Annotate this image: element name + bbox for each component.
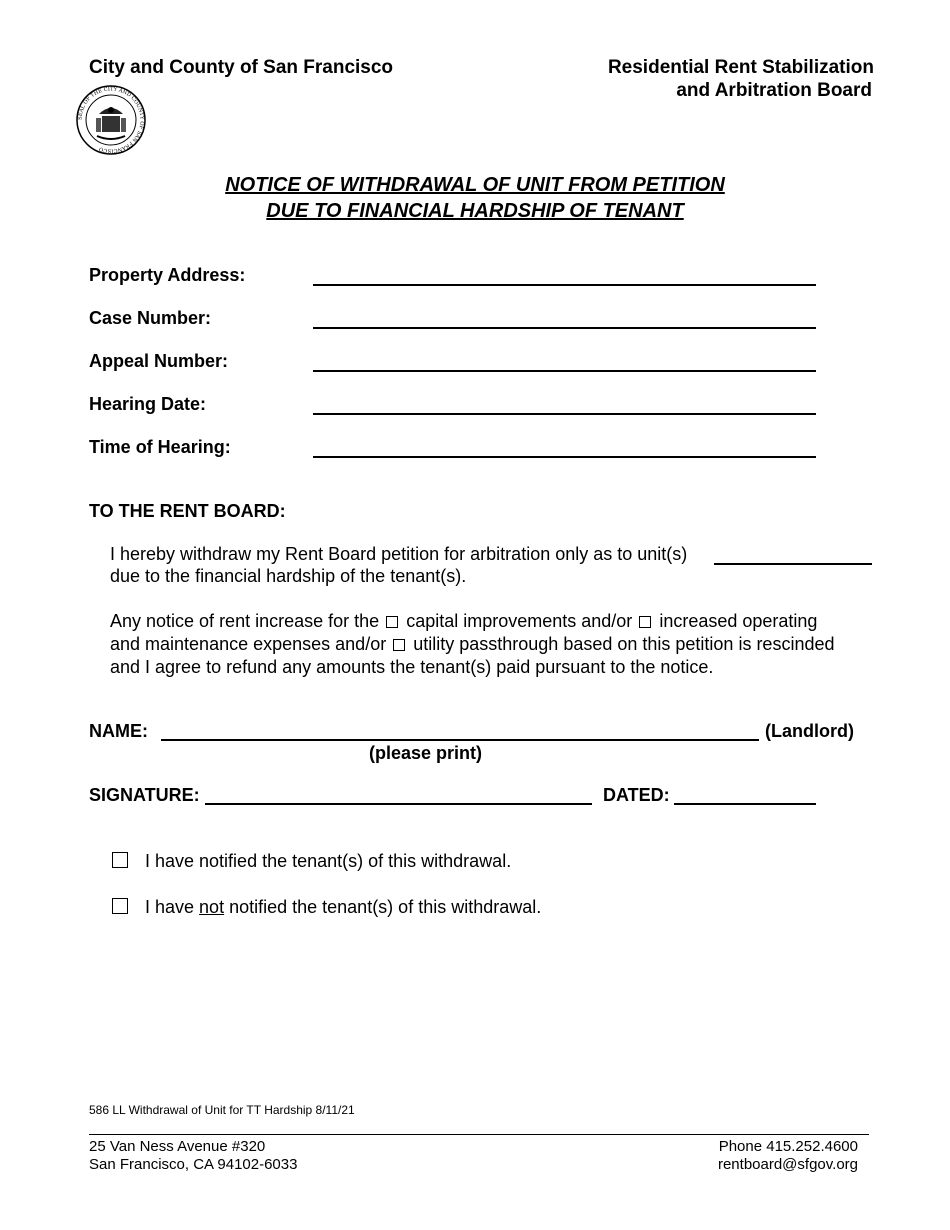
agency-name: City and County of San Francisco: [89, 57, 394, 78]
not-notified-pre: I have: [145, 897, 200, 917]
footer-address-line1: 25 Van Ness Avenue #320: [89, 1138, 266, 1155]
not-emphasis: not: [199, 897, 225, 917]
not-notified-post: notified the tenant(s) of this withdrawal.: [224, 897, 542, 917]
board-name: [608, 56, 874, 102]
signature-label: SIGNATURE:: [89, 785, 200, 805]
not-notified-label: [145, 896, 541, 919]
footer-address-line2: San Francisco, CA 94102-6033: [89, 1156, 298, 1173]
footer-address: [89, 1138, 297, 1174]
increased-operating-checkbox[interactable]: [639, 616, 651, 628]
salutation: TO THE RENT BOARD:: [89, 501, 286, 521]
time-of-hearing-field[interactable]: [313, 456, 816, 458]
appeal-number-label: Appeal Number:: [89, 351, 229, 371]
hearing-date-field[interactable]: [313, 413, 816, 415]
notice-text-e: utility passthrough based on this petition is rescinded: [413, 634, 835, 654]
title-line2: DUE TO FINANCIAL HARDSHIP OF TENANT: [266, 200, 684, 222]
not-notified-checkbox[interactable]: [112, 898, 128, 914]
footer-phone: Phone 415.252.4600: [718, 1138, 858, 1155]
date-field[interactable]: [674, 803, 816, 805]
footer-divider: [89, 1134, 869, 1135]
dated-label: DATED:: [603, 785, 670, 805]
name-field[interactable]: [161, 739, 759, 741]
notice-text-b: capital improvements and/or: [406, 611, 633, 631]
seal-text: SEAL OF THE CITY AND COUNTY OF SAN FRANCISCO: [77, 86, 145, 154]
footer-contact: [718, 1138, 858, 1174]
notice-text-a: Any notice of rent increase for the: [110, 611, 380, 631]
unit-field[interactable]: [714, 563, 872, 565]
notice-paragraph-line3: and I agree to refund any amounts the tenant(s) paid pursuant to the notice.: [110, 657, 714, 677]
please-print-label: (please print): [369, 743, 483, 763]
form-title: [0, 172, 950, 224]
signature-field[interactable]: [205, 803, 592, 805]
board-name-line1: Residential Rent Stabilization: [607, 57, 874, 78]
time-of-hearing-label: Time of Hearing:: [89, 437, 231, 457]
notice-text-d: and maintenance expenses and/or: [110, 634, 387, 654]
landlord-label: (Landlord): [765, 721, 854, 741]
notice-paragraph-line2: [110, 633, 835, 656]
capital-improvements-checkbox[interactable]: [386, 616, 398, 628]
notice-paragraph-line1: [110, 610, 817, 633]
footer-email[interactable]: rentboard@sfgov.org: [717, 1156, 858, 1173]
notified-checkbox[interactable]: [112, 852, 128, 868]
notified-label: I have notified the tenant(s) of this withdrawal.: [145, 851, 512, 871]
withdraw-paragraph-line1: I hereby withdraw my Rent Board petition for arbitration only as to unit(s): [110, 544, 688, 564]
title-line1: NOTICE OF WITHDRAWAL OF UNIT FROM PETITION: [225, 174, 725, 196]
form-id: 586 LL Withdrawal of Unit for TT Hardship 8/11/21: [89, 1103, 355, 1117]
case-number-label: Case Number:: [89, 308, 212, 328]
property-address-label: Property Address:: [89, 265, 246, 285]
name-label: NAME:: [89, 721, 148, 741]
appeal-number-field[interactable]: [313, 370, 816, 372]
case-number-field[interactable]: [313, 327, 816, 329]
withdraw-paragraph-line2: due to the financial hardship of the tenant(s).: [110, 566, 467, 586]
utility-passthrough-checkbox[interactable]: [393, 639, 405, 651]
property-address-field[interactable]: [313, 284, 816, 286]
notice-text-c: increased operating: [659, 611, 818, 631]
city-seal-logo: [75, 84, 147, 161]
hearing-date-label: Hearing Date:: [89, 394, 207, 414]
board-name-line2: and Arbitration Board: [676, 80, 872, 101]
